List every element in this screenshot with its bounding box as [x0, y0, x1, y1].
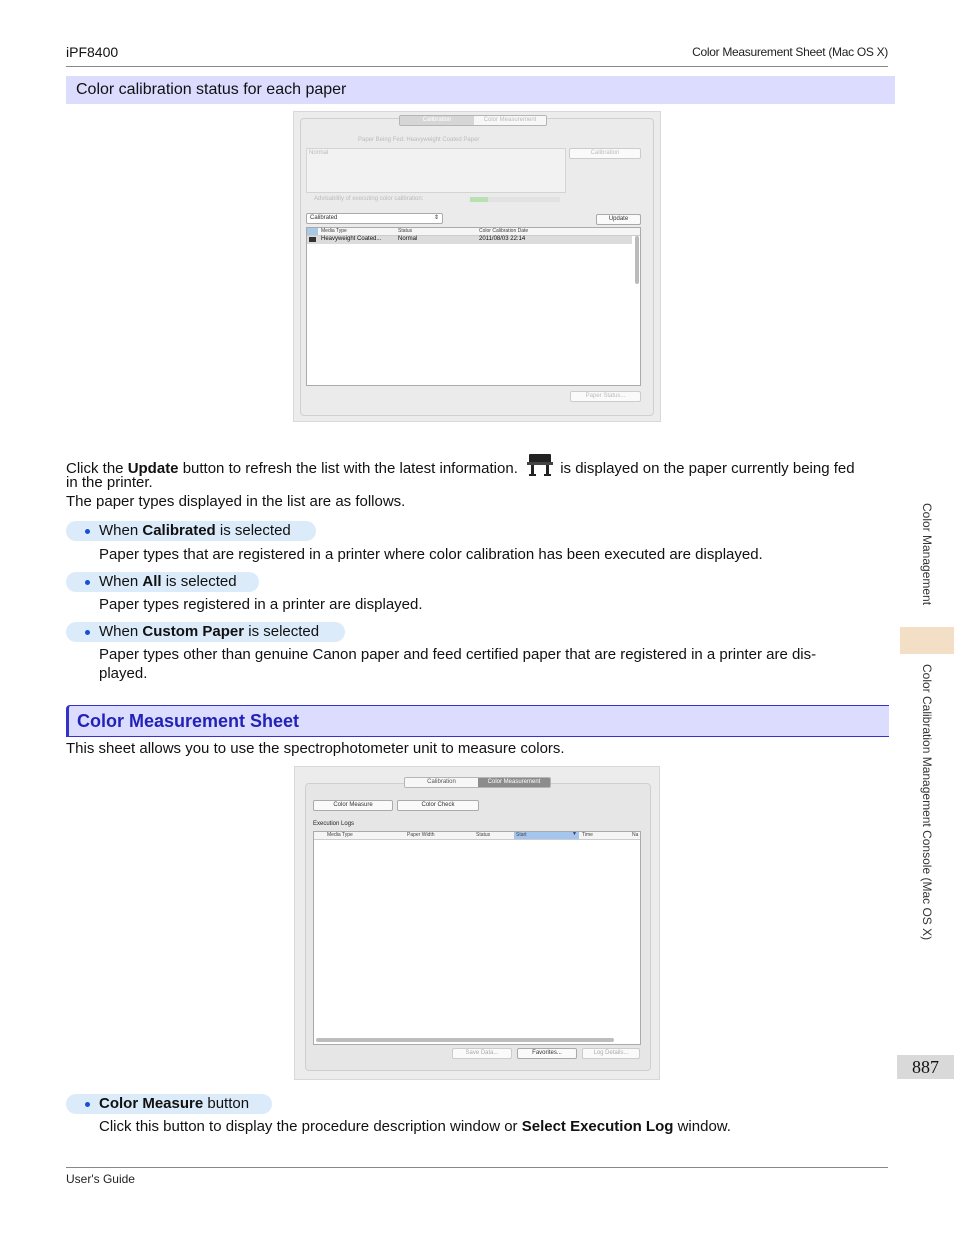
log-details-button[interactable]: Log Details...	[582, 1048, 640, 1059]
bullet-all	[66, 572, 259, 592]
calibration-button[interactable]: Calibration	[569, 148, 641, 159]
section-heading-text: Color Measurement Sheet	[77, 711, 300, 731]
advisability-label: Advisability of executing color calibration:	[314, 196, 424, 202]
bullet-label: When Calibrated is selected	[99, 522, 291, 539]
advisability-meter-fill	[470, 197, 488, 202]
log-list-header	[314, 832, 640, 840]
row-media: Heavyweight Coated...	[321, 236, 382, 242]
footer-guide: User's Guide	[66, 1172, 135, 1186]
section2-intro: This sheet allows you to use the spectrophotometer unit to measure colors.	[66, 740, 565, 757]
sheet-tabs	[404, 777, 551, 788]
tab-color-measurement[interactable]: Color Measurement	[474, 116, 546, 125]
bullet-label: When All is selected	[99, 573, 237, 590]
col-start-selected[interactable]	[514, 832, 579, 839]
execution-log-list	[313, 831, 641, 1045]
bullet-color-measure-button	[66, 1094, 272, 1114]
update-paragraph	[66, 452, 896, 479]
bullet-dot-icon	[85, 1102, 90, 1107]
color-measure-desc: Click this button to display the procedure description window or Select Execution Log window.	[99, 1118, 731, 1135]
bullet-custom-desc-line2: played.	[99, 665, 148, 682]
col-media-type[interactable]: Media Type	[321, 228, 347, 234]
col-start: Start	[516, 832, 527, 838]
footer-divider	[66, 1167, 888, 1168]
para-text: is displayed on the paper currently being fed	[556, 460, 855, 477]
paper-being-fed: Paper Being Fed: Heavyweight Coated Paper	[358, 137, 480, 143]
filter-select[interactable]	[306, 213, 443, 224]
col-name[interactable]: Na	[632, 832, 639, 838]
sidebar-chapter: Color Management	[920, 503, 934, 606]
section-heading-color-measurement	[66, 705, 889, 737]
col-calibration-date[interactable]: Color Calibration Date	[479, 228, 529, 234]
filter-select-value: Calibrated	[310, 215, 338, 221]
tab-calibration[interactable]: Calibration	[405, 778, 478, 787]
execution-logs-label: Execution Logs	[313, 821, 355, 827]
printer-icon	[526, 452, 554, 477]
printer-icon	[309, 237, 316, 242]
sidebar-subchapter: Color Calibration Management Console (Mac OS X)	[920, 664, 934, 941]
section-heading-calibration-status	[66, 76, 895, 104]
color-measure-button[interactable]: Color Measure	[313, 800, 393, 811]
sort-arrow-icon: ▼	[572, 831, 577, 837]
col-status[interactable]: Status	[476, 832, 491, 838]
paper-list-header	[307, 228, 640, 236]
tab-calibration[interactable]: Calibration	[400, 116, 474, 125]
para-text: button to refresh the list with the latest information.	[178, 460, 518, 477]
bullet-custom-desc-line1: Paper types other than genuine Canon paper and feed certified paper that are registered in a printer are dis-	[99, 646, 817, 663]
para-continued: in the printer.	[66, 474, 153, 491]
sidebar-tab-marker	[900, 627, 954, 654]
header-color-swatch	[307, 228, 318, 235]
advisability-meter	[470, 197, 560, 202]
status-box	[306, 148, 566, 193]
horizontal-scrollbar[interactable]	[316, 1038, 614, 1042]
calibration-sheet-screenshot	[293, 111, 661, 422]
bullet-dot-icon	[85, 529, 90, 534]
list-scrollbar[interactable]	[635, 236, 639, 284]
bullet-calibrated-desc: Paper types that are registered in a printer where color calibration has been executed are displayed.	[99, 546, 763, 563]
save-data-button[interactable]: Save Data...	[452, 1048, 512, 1059]
bullet-custom-paper	[66, 622, 345, 642]
row-status: Normal	[398, 236, 418, 242]
paper-status-button[interactable]: Paper Status...	[570, 391, 641, 402]
status-box-label: Normal	[309, 150, 329, 156]
bullet-calibrated	[66, 521, 316, 541]
header-divider	[66, 66, 888, 67]
header-section-title: Color Measurement Sheet (Mac OS X)	[692, 45, 888, 59]
col-status[interactable]: Status	[398, 228, 413, 234]
select-arrows-icon: ⇕	[433, 215, 439, 221]
tab-color-measurement[interactable]: Color Measurement	[478, 778, 550, 787]
col-time[interactable]: Time	[582, 832, 593, 838]
color-measurement-sheet-screenshot	[294, 766, 660, 1080]
para-bold-update: Update	[127, 460, 179, 477]
bullet-dot-icon	[85, 630, 90, 635]
favorites-button[interactable]: Favorites...	[517, 1048, 577, 1059]
section-heading-text: Color calibration status for each paper	[76, 81, 347, 98]
sheet-tabs	[399, 115, 547, 126]
bullet-dot-icon	[85, 580, 90, 585]
paper-list	[306, 227, 641, 386]
list-intro: The paper types displayed in the list are as follows.	[66, 493, 406, 510]
row-date: 2011/08/03 22:14	[479, 236, 526, 242]
page-number: 887	[897, 1055, 954, 1079]
table-row[interactable]	[307, 236, 632, 244]
update-button[interactable]: Update	[596, 214, 641, 225]
col-media-type[interactable]: Media Type	[327, 832, 353, 838]
header-product: iPF8400	[66, 44, 119, 60]
bullet-label: Color Measure button	[99, 1095, 250, 1112]
color-check-button[interactable]: Color Check	[397, 800, 479, 811]
bullet-label: When Custom Paper is selected	[99, 623, 320, 640]
para-text: Click the	[66, 460, 128, 477]
col-paper-width[interactable]: Paper Width	[407, 832, 435, 838]
bullet-all-desc: Paper types registered in a printer are displayed.	[99, 596, 423, 613]
